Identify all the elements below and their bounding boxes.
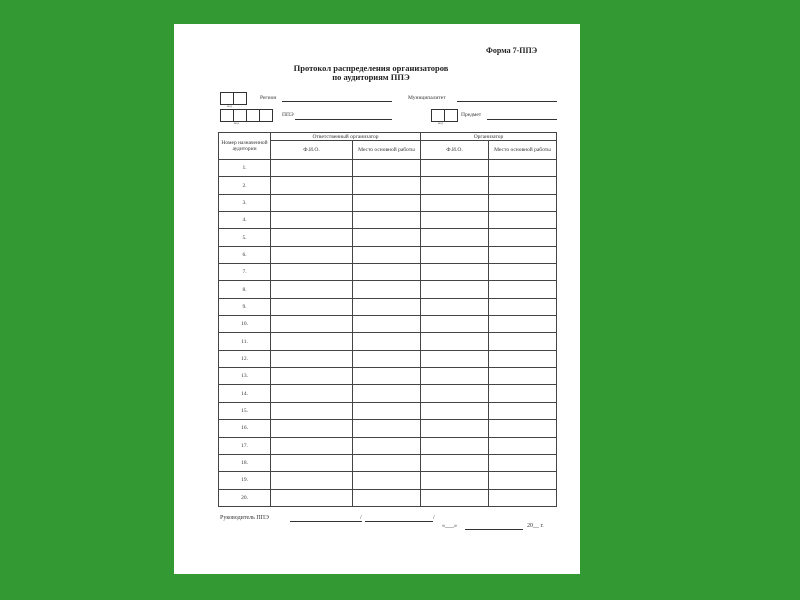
row-number: 13. — [219, 368, 271, 385]
fio-responsible-cell[interactable] — [271, 454, 353, 471]
workplace-responsible-cell[interactable] — [353, 298, 421, 315]
region-code-boxes — [221, 92, 247, 105]
fio-organizer-cell[interactable] — [421, 385, 489, 402]
workplace-organizer-cell[interactable] — [489, 385, 557, 402]
fio-organizer-cell[interactable] — [421, 454, 489, 471]
fio-responsible-cell[interactable] — [271, 333, 353, 350]
fio-responsible-cell[interactable] — [271, 177, 353, 194]
subject-code-boxes — [432, 109, 458, 122]
footer-date-line — [465, 529, 523, 530]
row-number: 16. — [219, 420, 271, 437]
row-number: 20. — [219, 489, 271, 506]
footer-sign-line2 — [365, 521, 433, 522]
workplace-organizer-cell[interactable] — [489, 368, 557, 385]
row-number: 1. — [219, 160, 271, 177]
table-row — [219, 264, 557, 281]
municipality-label: Муниципалитет — [408, 95, 446, 101]
fio-responsible-cell[interactable] — [271, 472, 353, 489]
table-row — [219, 160, 557, 177]
fio-organizer-cell[interactable] — [421, 229, 489, 246]
ppe-label: ППЭ — [282, 112, 294, 118]
fio-responsible-cell[interactable] — [271, 437, 353, 454]
workplace-responsible-cell[interactable] — [353, 350, 421, 367]
workplace-organizer-cell[interactable] — [489, 264, 557, 281]
workplace-responsible-cell[interactable] — [353, 194, 421, 211]
fio-organizer-cell[interactable] — [421, 194, 489, 211]
workplace-responsible-cell[interactable] — [353, 316, 421, 333]
fio-responsible-cell[interactable] — [271, 489, 353, 506]
form-title-line2: по аудиториям ППЭ — [332, 72, 410, 82]
region-code-caption: код — [227, 104, 232, 108]
region-label: Регион — [260, 95, 277, 101]
workplace-organizer-cell[interactable] — [489, 298, 557, 315]
workplace-responsible-cell[interactable] — [353, 420, 421, 437]
fio-organizer-cell[interactable] — [421, 212, 489, 229]
fio-responsible-cell[interactable] — [271, 246, 353, 263]
row-number: 5. — [219, 229, 271, 246]
fio-organizer-cell[interactable] — [421, 420, 489, 437]
fio-organizer-cell[interactable] — [421, 177, 489, 194]
ppe-line — [295, 119, 392, 120]
header-room-number: Номер назначенной аудитории — [219, 133, 271, 160]
row-number: 7. — [219, 264, 271, 281]
workplace-responsible-cell[interactable] — [353, 229, 421, 246]
fio-responsible-cell[interactable] — [271, 229, 353, 246]
workplace-responsible-cell[interactable] — [353, 472, 421, 489]
municipality-line — [457, 101, 557, 102]
header-workplace-responsible: Место основной работы — [353, 141, 421, 160]
workplace-organizer-cell[interactable] — [489, 160, 557, 177]
fio-organizer-cell[interactable] — [421, 472, 489, 489]
workplace-responsible-cell[interactable] — [353, 333, 421, 350]
ppe-code-boxes — [221, 109, 273, 122]
workplace-responsible-cell[interactable] — [353, 454, 421, 471]
form-page — [174, 24, 580, 574]
fio-organizer-cell[interactable] — [421, 350, 489, 367]
table-row — [219, 333, 557, 350]
workplace-organizer-cell[interactable] — [489, 316, 557, 333]
table-row — [219, 298, 557, 315]
table-row — [219, 246, 557, 263]
fio-organizer-cell[interactable] — [421, 402, 489, 419]
fio-organizer-cell[interactable] — [421, 333, 489, 350]
workplace-organizer-cell[interactable] — [489, 350, 557, 367]
fio-responsible-cell[interactable] — [271, 316, 353, 333]
header-organizer: Организатор — [421, 133, 557, 141]
table-row — [219, 194, 557, 211]
ppe-code-caption: код — [234, 121, 239, 125]
table-row — [219, 402, 557, 419]
fio-organizer-cell[interactable] — [421, 298, 489, 315]
workplace-responsible-cell[interactable] — [353, 264, 421, 281]
workplace-responsible-cell[interactable] — [353, 160, 421, 177]
footer-date-day: «___» — [442, 523, 457, 529]
footer-slash1: / — [360, 515, 362, 521]
row-number: 15. — [219, 402, 271, 419]
header-fio-organizer: Ф.И.О. — [421, 141, 489, 160]
fio-responsible-cell[interactable] — [271, 402, 353, 419]
fio-responsible-cell[interactable] — [271, 194, 353, 211]
fio-organizer-cell[interactable] — [421, 160, 489, 177]
workplace-responsible-cell[interactable] — [353, 212, 421, 229]
row-number: 9. — [219, 298, 271, 315]
subject-label: Предмет — [461, 112, 482, 118]
table-row — [219, 385, 557, 402]
fio-responsible-cell[interactable] — [271, 420, 353, 437]
workplace-organizer-cell[interactable] — [489, 454, 557, 471]
header-workplace-organizer: Место основной работы — [489, 141, 557, 160]
header-responsible-organizer: Ответственный организатор — [271, 133, 421, 141]
workplace-organizer-cell[interactable] — [489, 194, 557, 211]
workplace-organizer-cell[interactable] — [489, 472, 557, 489]
workplace-organizer-cell[interactable] — [489, 212, 557, 229]
form-label: Форма 7-ППЭ — [486, 46, 538, 55]
footer-slash2: / — [433, 515, 435, 521]
workplace-responsible-cell[interactable] — [353, 437, 421, 454]
fio-organizer-cell[interactable] — [421, 316, 489, 333]
row-number: 19. — [219, 472, 271, 489]
fio-responsible-cell[interactable] — [271, 212, 353, 229]
fio-organizer-cell[interactable] — [421, 281, 489, 298]
table-row — [219, 368, 557, 385]
workplace-responsible-cell[interactable] — [353, 281, 421, 298]
fio-organizer-cell[interactable] — [421, 246, 489, 263]
workplace-responsible-cell[interactable] — [353, 246, 421, 263]
fio-responsible-cell[interactable] — [271, 160, 353, 177]
workplace-organizer-cell[interactable] — [489, 281, 557, 298]
table-row — [219, 489, 557, 506]
footer-sign-line1 — [290, 521, 362, 522]
footer-date-year: 20__ г. — [527, 523, 544, 529]
workplace-organizer-cell[interactable] — [489, 420, 557, 437]
table-row — [219, 420, 557, 437]
workplace-responsible-cell[interactable] — [353, 402, 421, 419]
row-number: 10. — [219, 316, 271, 333]
table-row — [219, 437, 557, 454]
workplace-organizer-cell[interactable] — [489, 229, 557, 246]
row-number: 11. — [219, 333, 271, 350]
subject-code-caption: код — [438, 121, 443, 125]
table-row — [219, 350, 557, 367]
row-number: 14. — [219, 385, 271, 402]
fio-organizer-cell[interactable] — [421, 368, 489, 385]
subject-line — [487, 119, 557, 120]
workplace-responsible-cell[interactable] — [353, 385, 421, 402]
fio-organizer-cell[interactable] — [421, 264, 489, 281]
fio-organizer-cell[interactable] — [421, 437, 489, 454]
row-number: 8. — [219, 281, 271, 298]
fio-responsible-cell[interactable] — [271, 385, 353, 402]
header-fio-responsible: Ф.И.О. — [271, 141, 353, 160]
row-number: 17. — [219, 437, 271, 454]
distribution-table — [218, 132, 557, 507]
row-number: 3. — [219, 194, 271, 211]
workplace-responsible-cell[interactable] — [353, 489, 421, 506]
fio-responsible-cell[interactable] — [271, 368, 353, 385]
form-title-line1: Протокол распределения организаторов — [293, 63, 449, 73]
workplace-organizer-cell[interactable] — [489, 489, 557, 506]
workplace-responsible-cell[interactable] — [353, 177, 421, 194]
workplace-organizer-cell[interactable] — [489, 177, 557, 194]
table-row — [219, 281, 557, 298]
footer-head-label: Руководитель ППЭ — [220, 515, 269, 521]
row-number: 18. — [219, 454, 271, 471]
table-row — [219, 454, 557, 471]
workplace-organizer-cell[interactable] — [489, 402, 557, 419]
table-row — [219, 212, 557, 229]
table-row — [219, 316, 557, 333]
workplace-responsible-cell[interactable] — [353, 368, 421, 385]
row-number: 12. — [219, 350, 271, 367]
fio-responsible-cell[interactable] — [271, 281, 353, 298]
row-number: 4. — [219, 212, 271, 229]
table-row — [219, 229, 557, 246]
table-row — [219, 472, 557, 489]
region-line — [282, 101, 392, 102]
row-number: 6. — [219, 246, 271, 263]
fio-responsible-cell[interactable] — [271, 264, 353, 281]
fio-responsible-cell[interactable] — [271, 350, 353, 367]
workplace-organizer-cell[interactable] — [489, 246, 557, 263]
workplace-organizer-cell[interactable] — [489, 333, 557, 350]
table-row — [219, 177, 557, 194]
workplace-organizer-cell[interactable] — [489, 437, 557, 454]
fio-organizer-cell[interactable] — [421, 489, 489, 506]
fio-responsible-cell[interactable] — [271, 298, 353, 315]
row-number: 2. — [219, 177, 271, 194]
